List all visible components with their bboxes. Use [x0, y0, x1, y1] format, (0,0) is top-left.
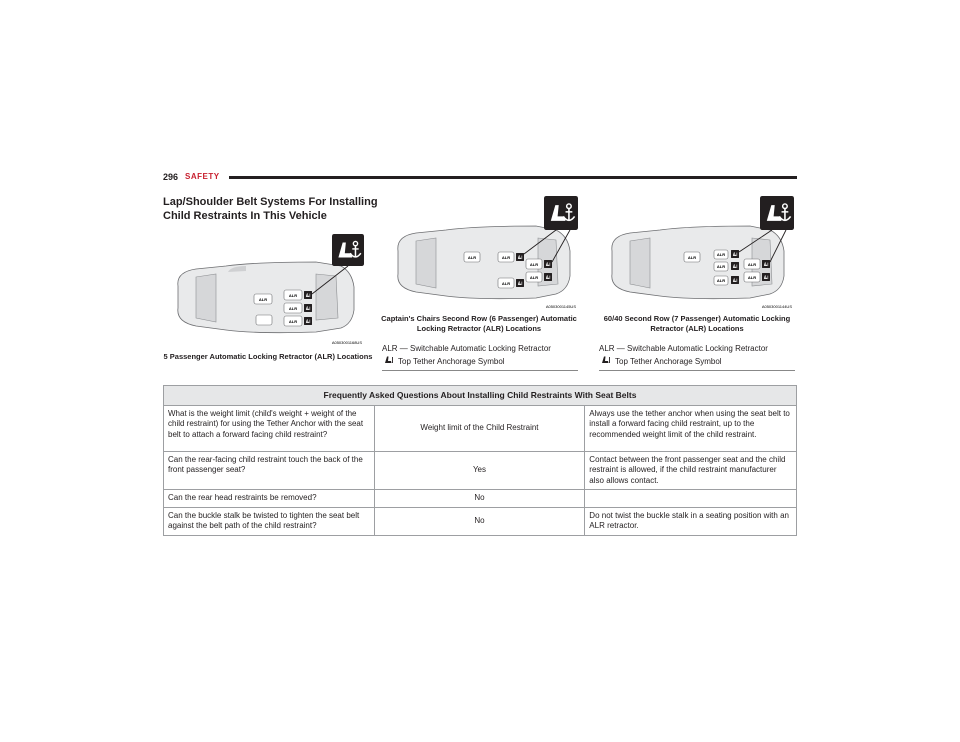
badge-alr-5: ALR	[529, 275, 539, 280]
faq-note	[585, 490, 797, 508]
header-rule	[229, 176, 797, 179]
legend-divider	[599, 370, 795, 371]
legend-divider	[382, 370, 578, 371]
page-number: 296	[163, 172, 179, 182]
badge-alr-3: ALR	[288, 306, 298, 311]
tether-icon	[731, 262, 739, 270]
tether-icon	[731, 250, 739, 258]
legend-tether-row	[382, 355, 582, 368]
tether-icon	[516, 253, 524, 261]
badge-alr-1: ALR	[258, 297, 268, 302]
figure-id: A0503001145US	[545, 304, 576, 309]
figure-caption: 5 Passenger Automatic Locking Retractor (ALR) Locations	[163, 352, 373, 361]
legend-tether: Top Tether Anchorage Symbol	[615, 357, 722, 366]
legend-alr: ALR — Switchable Automatic Locking Retractor	[382, 344, 551, 353]
page-header	[163, 172, 797, 184]
figure-id: A0503001168US	[331, 340, 362, 345]
badge-alr-4: ALR	[529, 262, 539, 267]
tether-anchor-icon	[544, 196, 578, 230]
badge-alr-4: ALR	[716, 278, 726, 283]
tether-icon	[304, 304, 312, 312]
faq-note: Contact between the front passenger seat and the child restraint is allowed, if the child restraint manufacturer also allows contact.	[585, 451, 797, 490]
faq-table-title: Frequently Asked Questions About Installing Child Restraints With Seat Belts	[164, 386, 797, 406]
faq-question: Can the rear-facing child restraint touch the back of the front passenger seat?	[164, 451, 375, 490]
tether-anchor-icon	[760, 196, 794, 230]
tether-anchor-icon	[332, 234, 364, 266]
faq-question: Can the rear head restraints be removed?	[164, 490, 375, 508]
faq-answer: Yes	[374, 451, 585, 490]
faq-table	[163, 385, 797, 536]
badge-alr-3: ALR	[501, 281, 511, 286]
vehicle-diagram	[604, 196, 800, 312]
tether-anchor-icon	[601, 355, 613, 368]
badge-alr-1: ALR	[687, 255, 697, 260]
tether-icon	[762, 273, 770, 281]
figure-legend	[599, 342, 799, 368]
vehicle-diagram	[388, 196, 584, 312]
tether-icon	[304, 291, 312, 299]
badge-alr-2: ALR	[501, 255, 511, 260]
faq-note: Always use the tether anchor when using the seat belt to install a forward facing child restraint, up to the recommended weight limit of the child restraint.	[585, 405, 797, 451]
tether-icon	[762, 260, 770, 268]
tether-icon	[516, 279, 524, 287]
badge-alr-3: ALR	[716, 264, 726, 269]
table-row	[164, 451, 797, 490]
faq-answer: Weight limit of the Child Restraint	[374, 405, 585, 451]
table-row	[164, 507, 797, 535]
legend-alr: ALR — Switchable Automatic Locking Retractor	[599, 344, 768, 353]
figure-6-passenger	[388, 196, 584, 312]
tether-icon	[304, 317, 312, 325]
faq-answer: No	[374, 490, 585, 508]
badge-alr-5: ALR	[747, 262, 757, 267]
figure-legend	[382, 342, 582, 368]
tether-anchor-icon	[384, 355, 396, 368]
badge-alr-4: ALR	[288, 319, 298, 324]
vehicle-diagram	[166, 232, 366, 347]
tether-icon	[731, 276, 739, 284]
figure-caption: 60/40 Second Row (7 Passenger) Automatic Locking Retractor (ALR) Locations	[603, 314, 791, 333]
badge-alr-1: ALR	[467, 255, 477, 260]
legend-tether-row	[599, 355, 799, 368]
table-row	[164, 490, 797, 508]
badge-alr-2: ALR	[288, 293, 298, 298]
tether-icon	[544, 260, 552, 268]
badge-alr-6: ALR	[747, 275, 757, 280]
faq-question: Can the buckle stalk be twisted to tighten the seat belt against the belt path of the child restraint?	[164, 507, 375, 535]
table-row	[164, 405, 797, 451]
figure-7-passenger	[604, 196, 800, 312]
faq-question: What is the weight limit (child's weight + weight of the child restraint) for using the Tether Anchor with the seat belt to attach a forward facing child restraint?	[164, 405, 375, 451]
legend-tether: Top Tether Anchorage Symbol	[398, 357, 505, 366]
section-title: SAFETY	[185, 172, 220, 181]
figure-id: A0503001144US	[761, 304, 792, 309]
badge-alr-2: ALR	[716, 252, 726, 257]
faq-answer: No	[374, 507, 585, 535]
faq-note: Do not twist the buckle stalk in a seating position with an ALR retractor.	[585, 507, 797, 535]
tether-icon	[544, 273, 552, 281]
figure-caption: Captain's Chairs Second Row (6 Passenger) Automatic Locking Retractor (ALR) Locations	[381, 314, 577, 333]
figure-5-passenger	[166, 232, 366, 347]
section-heading: Lap/Shoulder Belt Systems For Installing Child Restraints In This Vehicle	[163, 196, 378, 222]
